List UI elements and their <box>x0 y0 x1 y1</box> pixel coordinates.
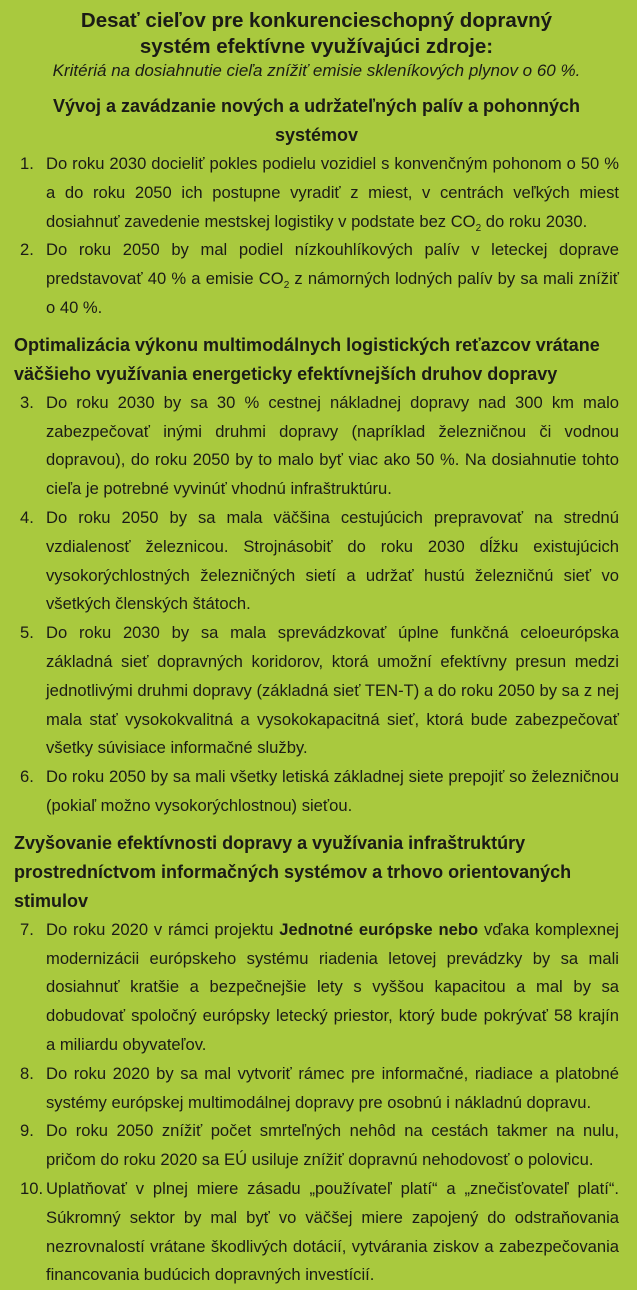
item-text: Do roku 2020 by sa mal vytvoriť rámec pre informačné, riadiace a platobné systémy európskej multimodálnej dopravy pre osobnú i nákladnú dopravu. <box>46 1063 619 1112</box>
section-heading-fuels: Vývoj a zavádzanie nových a udržateľných palív a pohonných systémov <box>52 96 581 145</box>
list-item <box>14 504 619 619</box>
item-text: Do roku 2050 by sa mali všetky letiská základnej siete prepojiť so železničnou (pokiaľ možno vysokorýchlostnou) sieťou. <box>46 767 619 815</box>
list-item <box>14 619 619 763</box>
item-text: Do roku 2050 by mal podiel nízkouhlíkových palív v leteckej doprave predstavovať 40 % a emisie $CO_2$ z námorných lodných palív by sa mali znížiť o 40 %. <box>46 240 619 317</box>
item-number: 6. <box>20 767 34 787</box>
list-item <box>14 763 619 821</box>
list-item <box>14 1060 619 1118</box>
document-subtitle: Kritériá na dosiahnutie cieľa znížiť emisie skleníkových plynov o 60 %. <box>52 61 581 80</box>
list-item <box>14 236 619 322</box>
item-text: Do roku 2050 by sa mala väčšina cestujúcich prepravovať na strednú vzdialenosť železnicou. Strojnásobiť do roku 2030 dĺžku existujúcich vysokorýchlostných železničných sietí a udržať hustú železničnú sieť vo všetkých členských štátoch. <box>46 507 619 614</box>
item-number: 1. <box>20 154 34 173</box>
item-number: 2. <box>20 240 34 260</box>
section-heading-multimodal: Optimalizácia výkonu multimodálnych logistických reťazcov vrátane väčšieho využívania energeticky efektívnejších druhov dopravy <box>14 334 600 384</box>
list-item <box>14 150 619 236</box>
item-text: Do roku 2030 docieliť pokles podielu vozidiel s konvenčným pohonom o 50 % a do roku 2050 ich postupne vyradiť z miest, v centrách veľkých miest dosiahnuť zavedenie mestskej logistiky v podstate bez $CO_2$ do roku 2030. <box>46 154 619 234</box>
item-number: 10. <box>20 1178 44 1198</box>
item-number: 7. <box>20 919 34 939</box>
item-text: Do roku 2050 znížiť počet smrteľných nehôd na cestách takmer na nulu, pričom do roku 2020 sa EÚ usiluje znížiť dopravnú nehodovosť o polovicu. <box>46 1121 619 1170</box>
project-name: Jednotné európske nebo <box>279 919 479 939</box>
document-title <box>14 8 619 60</box>
item-text: Do roku 2030 by sa mala sprevádzkovať úplne funkčná celoeurópska základná sieť dopravných koridorov, ktorá umožní efektívny presun medzi jednotlivými druhmi dopravy (základná sieť TEN-T) a do roku 2050 by sa z nej mala stať vysokokvalitná a vysokokapacitná sieť, ktorá bude zabezpečovať všetky súvisiace informačné služby. <box>46 623 619 758</box>
item-text: Do roku 2030 by sa 30 % cestnej nákladnej dopravy nad 300 km malo zabezpečovať inými druhmi dopravy (napríklad železničnou či vodnou dopravou), do roku 2050 by to malo byť viac ako 50 %. Na dosiahnutie tohto cieľa je potrebné vyvinúť vhodnú infraštruktúru. <box>46 392 619 499</box>
goal-list-multimodal <box>14 389 619 821</box>
item-text: Do roku 2020 v rámci projektu Jednotné európske nebo vďaka komplexnej modernizácii európskeho systému riadenia letovej prevádzky by sa mali dosiahnuť kratšie a bezpečnejšie lety s vyššou kapacitou a mal by sa dobudovať spoločný európsky letecký priestor, ktorý bude pokrývať 58 krajín a miliardu obyvateľov. <box>46 919 619 1054</box>
item-number: 5. <box>20 623 34 643</box>
item-text: Uplatňovať v plnej miere zásadu „používateľ platí“ a „znečisťovateľ platí“. Súkromný sektor by mal byť vo väčšej miere zapojený do odstraňovania nezrovnalostí vrátane škodlivých dotácií, vytvárania ziskov a zabezpečovania financovania budúcich dopravných investícií. <box>46 1178 619 1285</box>
title-line-1: Desať cieľov pre konkurencieschopný dopravný <box>80 9 553 32</box>
goal-list-efficiency <box>14 916 619 1290</box>
section-heading-efficiency: Zvyšovanie efektívnosti dopravy a využívania infraštruktúry prostredníctvom informačných systémov a trhovo orientovaných stimulov <box>14 832 572 911</box>
title-line-2: systém efektívne využívajúci zdroje: <box>139 35 494 58</box>
goal-list-fuels <box>14 150 619 323</box>
item-number: 4. <box>20 507 34 527</box>
list-item <box>14 389 619 504</box>
item-number: 9. <box>20 1121 34 1141</box>
item-number: 8. <box>20 1063 34 1083</box>
list-item <box>14 1117 619 1175</box>
item-number: 3. <box>20 392 34 412</box>
list-item <box>14 916 619 1060</box>
list-item <box>14 1175 619 1290</box>
